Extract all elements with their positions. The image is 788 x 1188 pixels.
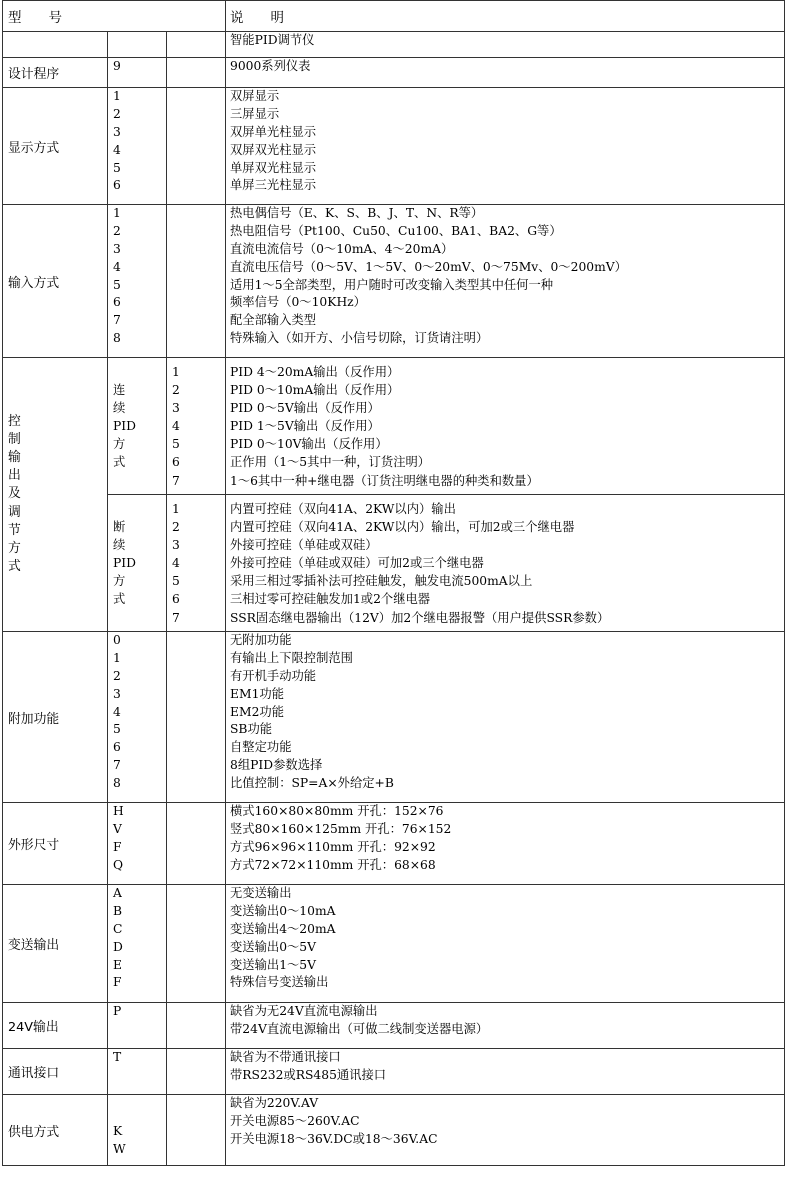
- discontinuous-descriptions: [226, 495, 785, 632]
- control-continuous-row: [3, 358, 785, 495]
- label-part: 断: [113, 519, 126, 534]
- continuous-descriptions: [226, 358, 785, 495]
- continuous-codes: [167, 358, 226, 495]
- description-line: 带24V直流电源输出（可做二线制变送器电源）: [230, 1021, 489, 1036]
- description-line: 带RS232或RS485通讯接口: [230, 1067, 387, 1082]
- transmit-codes: [108, 885, 167, 1003]
- discontinuous-codes: [167, 495, 226, 632]
- product-description: 智能PID调节仪: [226, 32, 785, 58]
- code: 5: [113, 277, 121, 292]
- description-line: PID 4～20mA输出（反作用）: [230, 365, 400, 379]
- code: V: [113, 821, 122, 836]
- code: 5: [172, 574, 180, 589]
- code: 7: [172, 610, 180, 625]
- code: 7: [113, 313, 121, 328]
- supply-codes: [108, 1095, 167, 1166]
- input-name: 输入方式: [3, 205, 108, 358]
- control-name-char: 出: [8, 468, 21, 484]
- code: 6: [172, 592, 180, 607]
- description-line: 变送输出4～20mA: [230, 921, 336, 936]
- code: 7: [113, 758, 121, 773]
- description-line: 内置可控硅（双向41A、2KW以内）输出: [230, 502, 456, 516]
- description-line: 横式160×80×80mm 开孔：152×76: [230, 804, 444, 818]
- description-line: 采用三相过零插补法可控硅触发，触发电流500mA以上: [230, 574, 533, 589]
- display-codes: [108, 88, 167, 205]
- code: 5: [113, 160, 121, 175]
- description-line: 热电偶信号（E、K、S、B、J、T、N、R等）: [230, 206, 484, 220]
- power24-descriptions: [226, 1003, 785, 1049]
- supply-name: 供电方式: [3, 1095, 108, 1166]
- control-name-char: 输: [8, 449, 21, 465]
- code: 3: [172, 401, 180, 416]
- code: C: [113, 921, 123, 936]
- code: F: [113, 975, 122, 990]
- description-line: SSR固态继电器输出（12V）加2个继电器报警（用户提供SSR参数）: [230, 610, 610, 625]
- discontinuous-label: [108, 495, 167, 632]
- description-line: EM1功能: [230, 686, 284, 701]
- comm-code: T: [108, 1049, 167, 1095]
- supply-row: [3, 1095, 785, 1166]
- product-sub-cell: [167, 32, 226, 58]
- design-code: 9: [108, 58, 167, 88]
- description-line: 8组PID参数选择: [230, 758, 323, 773]
- code: 4: [113, 142, 121, 157]
- description-line: 无变送输出: [230, 886, 292, 900]
- control-name-char: 制: [8, 431, 21, 447]
- display-sub-cell: [167, 88, 226, 205]
- comm-descriptions: [226, 1049, 785, 1095]
- code: W: [113, 1141, 126, 1156]
- label-part: 续: [113, 400, 126, 415]
- transmit-name: 变送输出: [3, 885, 108, 1003]
- description-line: 直流电流信号（0～10mA、4～20mA）: [230, 241, 454, 256]
- code: Q: [113, 857, 124, 872]
- control-name-char: 节: [8, 522, 21, 538]
- power24-row: [3, 1003, 785, 1049]
- description-line: 自整定功能: [230, 740, 292, 755]
- design-description: 9000系列仪表: [226, 58, 785, 88]
- description-line: 配全部输入类型: [230, 313, 317, 328]
- header-row: [3, 1, 785, 32]
- description-line: 双屏显示: [230, 89, 280, 103]
- product-name-cell: [3, 32, 108, 58]
- code: 5: [113, 722, 121, 737]
- code: E: [113, 957, 122, 972]
- size-name: 外形尺寸: [3, 803, 108, 885]
- control-name-char: 控: [8, 413, 21, 429]
- code: 1: [113, 89, 121, 103]
- code: 6: [113, 295, 121, 310]
- label-part: 式: [113, 455, 126, 470]
- code: H: [113, 804, 124, 818]
- description-line: 双屏双光柱显示: [230, 142, 317, 157]
- description-line: 有开机手动功能: [230, 668, 317, 683]
- description-line: 缺省为220V.AV: [230, 1096, 319, 1110]
- comm-sub-cell: [167, 1049, 226, 1095]
- control-name-char: 及: [8, 486, 21, 502]
- description-line: 单屏双光柱显示: [230, 160, 317, 175]
- description-line: 开关电源18～36V.DC或18～36V.AC: [230, 1131, 438, 1146]
- code: 0: [113, 633, 121, 647]
- description-line: PID 0～10mA输出（反作用）: [230, 383, 400, 398]
- comm-row: [3, 1049, 785, 1095]
- display-row: [3, 88, 785, 205]
- label-part: 方: [113, 574, 126, 589]
- display-descriptions: [226, 88, 785, 205]
- extra-descriptions: [226, 632, 785, 803]
- extra-name: 附加功能: [3, 632, 108, 803]
- input-descriptions: [226, 205, 785, 358]
- extra-row: [3, 632, 785, 803]
- extra-sub-cell: [167, 632, 226, 803]
- code: B: [113, 903, 123, 918]
- description-line: 1～6其中一种+继电器（订货注明继电器的种类和数量）: [230, 473, 539, 488]
- input-sub-cell: [167, 205, 226, 358]
- code: 2: [172, 520, 180, 535]
- code: 3: [172, 538, 180, 553]
- size-sub-cell: [167, 803, 226, 885]
- code: 2: [113, 668, 121, 683]
- description-line: 单屏三光柱显示: [230, 178, 317, 193]
- label-part: 续: [113, 537, 126, 552]
- supply-descriptions: [226, 1095, 785, 1166]
- product-row: [3, 32, 785, 58]
- code: 4: [172, 419, 180, 434]
- comm-name: 通讯接口: [3, 1049, 108, 1095]
- description-line: PID 0～10V输出（反作用）: [230, 437, 388, 452]
- description-line: 三相过零可控硅触发加1或2个继电器: [230, 592, 431, 607]
- description-line: 变送输出0～10mA: [230, 903, 336, 918]
- transmit-row: [3, 885, 785, 1003]
- description-line: 正作用（1～5其中一种，订货注明）: [230, 455, 431, 470]
- code: 2: [113, 106, 121, 121]
- size-codes: [108, 803, 167, 885]
- power24-name: 24V输出: [3, 1003, 108, 1049]
- code: K: [113, 1124, 123, 1138]
- code: 1: [172, 365, 180, 379]
- description-line: 热电阻信号（Pt100、Cu50、Cu100、BA1、BA2、G等）: [230, 223, 562, 238]
- description-line: 缺省为不带通讯接口: [230, 1050, 341, 1064]
- display-name: 显示方式: [3, 88, 108, 205]
- code: 3: [113, 124, 121, 139]
- description-line: 有输出上下限控制范围: [230, 650, 353, 665]
- code: 4: [113, 704, 121, 719]
- description-line: 适用1～5全部类型，用户随时可改变输入类型其中任何一种: [230, 277, 554, 292]
- code: 8: [113, 331, 121, 346]
- code: 3: [113, 241, 121, 256]
- code: 4: [172, 556, 180, 571]
- transmit-sub-cell: [167, 885, 226, 1003]
- code: F: [113, 839, 122, 854]
- code: D: [113, 939, 123, 954]
- control-name-char: 式: [8, 559, 21, 575]
- description-line: PID 1～5V输出（反作用）: [230, 419, 380, 434]
- code: 6: [113, 178, 121, 193]
- size-row: [3, 803, 785, 885]
- description-line: 变送输出1～5V: [230, 957, 317, 972]
- description-line: 竖式80×160×125mm 开孔：76×152: [230, 821, 452, 836]
- label-part: PID: [113, 555, 136, 570]
- model-spec-table: [2, 0, 785, 1166]
- description-line: 直流电压信号（0～5V、1～5V、0～20mV、0～75Mv、0～200mV）: [230, 259, 627, 274]
- code: 1: [113, 206, 121, 220]
- code: 4: [113, 259, 121, 274]
- description-line: 方式72×72×110mm 开孔：68×68: [230, 857, 436, 872]
- code: 5: [172, 437, 180, 452]
- header-description: 说 明: [226, 1, 785, 32]
- size-descriptions: [226, 803, 785, 885]
- input-row: [3, 205, 785, 358]
- input-codes: [108, 205, 167, 358]
- description-line: 外接可控硅（单硅或双硅）可加2或三个继电器: [230, 556, 484, 571]
- description-line: 特殊信号变送输出: [230, 975, 329, 990]
- control-name-char: 调: [8, 504, 21, 520]
- label-part: PID: [113, 418, 136, 433]
- description-line: 外接可控硅（单硅或双硅）: [230, 538, 378, 553]
- code: 6: [172, 455, 180, 470]
- supply-sub-cell: [167, 1095, 226, 1166]
- description-line: 比值控制：SP=A×外给定+B: [230, 776, 394, 791]
- code: 2: [172, 383, 180, 398]
- label-part: 式: [113, 592, 126, 607]
- description-line: 方式96×96×110mm 开孔：92×92: [230, 839, 436, 854]
- code: 2: [113, 223, 121, 238]
- extra-codes: [108, 632, 167, 803]
- description-line: 内置可控硅（双向41A、2KW以内）输出，可加2或三个继电器: [230, 520, 575, 535]
- design-row: [3, 58, 785, 88]
- description-line: 开关电源85～260V.AC: [230, 1113, 360, 1128]
- control-name: [3, 358, 108, 632]
- description-line: SB功能: [230, 722, 273, 737]
- continuous-label: [108, 358, 167, 495]
- description-line: 双屏单光柱显示: [230, 124, 317, 139]
- header-model: 型 号: [3, 1, 226, 32]
- description-line: PID 0～5V输出（反作用）: [230, 401, 380, 416]
- description-line: 无附加功能: [230, 633, 292, 647]
- power24-sub-cell: [167, 1003, 226, 1049]
- code: 1: [172, 502, 180, 516]
- transmit-descriptions: [226, 885, 785, 1003]
- description-line: 变送输出0～5V: [230, 939, 317, 954]
- description-line: 特殊输入（如开方、小信号切除，订货请注明）: [230, 331, 489, 346]
- control-name-char: 方: [8, 541, 21, 556]
- label-part: 连: [113, 382, 126, 397]
- code: 8: [113, 776, 121, 791]
- code: 1: [113, 650, 121, 665]
- product-code-cell: [108, 32, 167, 58]
- description-line: 三屏显示: [230, 106, 280, 121]
- control-discontinuous-row: [3, 495, 785, 632]
- code: 6: [113, 740, 121, 755]
- label-part: 方: [113, 437, 126, 452]
- power24-code: P: [108, 1003, 167, 1049]
- design-sub-cell: [167, 58, 226, 88]
- description-line: 频率信号（0～10KHz）: [230, 295, 366, 310]
- code: A: [113, 886, 122, 900]
- description-line: 缺省为无24V直流电源输出: [230, 1004, 378, 1018]
- code: 3: [113, 686, 121, 701]
- design-name: 设计程序: [3, 58, 108, 88]
- description-line: EM2功能: [230, 704, 284, 719]
- code: 7: [172, 473, 180, 488]
